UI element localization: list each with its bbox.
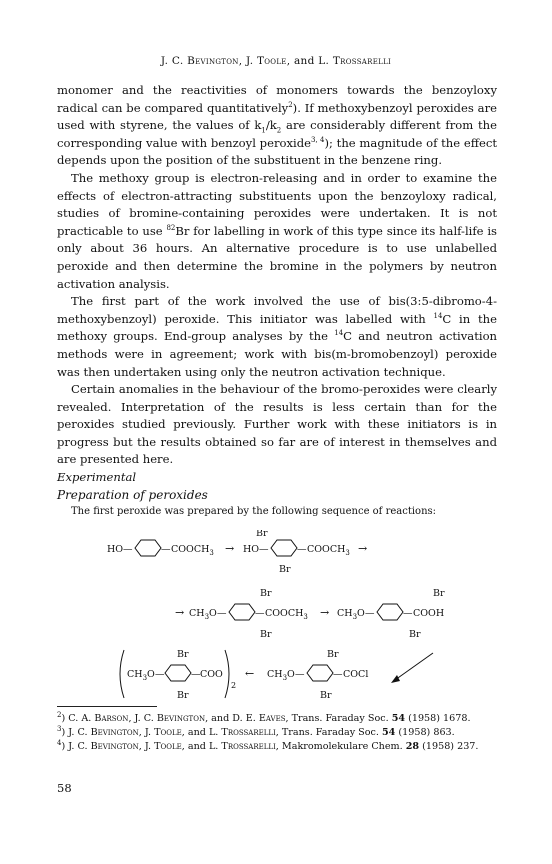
svg-text:HO: HO [107, 544, 124, 555]
svg-text:CH3O: $CH_3O$ [189, 608, 217, 621]
paragraph-4: Certain anomalies in the behaviour of the bromo-peroxides were clearly revealed. Interpretation of the results is less certain than for the peroxides studied previously. Further work with these initiators is in progress but the results obtained so far are of interest in themselves and are presented here. [57, 382, 497, 467]
svg-text:Br: Br [327, 649, 339, 660]
footnote-2: $^2$) C. A. Barson, J. C. Bevington, and D. E. Eaves, Trans. Faraday Soc. 54 (1958) 1678. [57, 710, 471, 724]
svg-text:—: — [155, 669, 165, 680]
svg-text:COCl: COCl [343, 669, 369, 680]
svg-text:Br: Br [260, 588, 272, 599]
svg-text:→: → [358, 542, 368, 555]
svg-text:COOCH3: $COOCH_3$ [265, 608, 308, 621]
svg-text:←: ← [245, 667, 255, 680]
paragraph-1: monomer and the reactivities of monomers towards the benzoyloxy radical can be compared quantitatively$^2$). If methoxybenzoyl peroxides are used with styrene, the values of $k_1/k_2$ are considerably different from the corresponding value with benzoyl peroxide$^{3, 4}$); the magnitude of the effect depends upon the position of the substituent in the benzene ring. [57, 83, 498, 168]
body-text [57, 82, 497, 520]
svg-text:—: — [297, 544, 307, 555]
footnote-3: $^3$) J. C. Bevington, J. Toole, and L. Trossarelli, Trans. Faraday Soc. 54 (1958) 863. [57, 724, 455, 738]
svg-text:Br: Br [256, 530, 268, 539]
svg-text:→: → [175, 606, 185, 619]
paragraph-2: The methoxy group is electron-releasing and in order to examine the effects of electron-attracting substituents upon the benzoyloxy radical, studies of bromine-containing peroxides were undertaken. It is not practicable to use $^{82}$Br for labelling in work of this type since its half-life is only about 36 hours. An alternative procedure is to use unlabelled peroxide and then determine the bromine in the polymers by neutron activation analysis. [57, 170, 497, 291]
svg-text:→: → [320, 606, 330, 619]
svg-text:CH3O: $CH_3O$ [127, 669, 155, 682]
svg-text:—: — [259, 544, 269, 555]
svg-text:Br: Br [177, 690, 189, 701]
svg-text:—: — [403, 608, 413, 619]
svg-text:—: — [295, 669, 305, 680]
page-number: 58 [57, 781, 72, 795]
svg-text:2: 2 [231, 681, 237, 690]
svg-text:→: → [225, 542, 235, 555]
svg-text:CH3O: $CH_3O$ [267, 669, 295, 682]
svg-text:COOCH3: $COOCH_3$ [307, 544, 350, 557]
svg-text:—: — [365, 608, 375, 619]
svg-text:—: — [255, 608, 265, 619]
footnote-rule [57, 706, 157, 707]
svg-text:—: — [123, 544, 133, 555]
svg-text:Br: Br [177, 649, 189, 660]
subsection-heading: Preparation of peroxides [57, 487, 208, 502]
svg-text:Br: Br [279, 564, 291, 575]
scheme-intro: The first peroxide was prepared by the following sequence of reactions: [71, 506, 437, 518]
reaction-scheme [57, 530, 497, 705]
section-heading: Experimental [57, 470, 137, 485]
svg-text:—: — [161, 544, 171, 555]
svg-text:COO: COO [200, 669, 223, 680]
running-head: J. C. Bevington, J. Toole, and L. Trossarelli [160, 55, 392, 67]
svg-text:Br: Br [320, 690, 332, 701]
footnotes [57, 712, 497, 754]
svg-text:Br: Br [260, 629, 272, 640]
svg-text:Br: Br [433, 588, 445, 599]
svg-text:—: — [191, 669, 201, 680]
footnote-4: $^4$) J. C. Bevington, J. Toole, and L. Trossarelli, Makromolekulare Chem. 28 (1958) 237. [57, 738, 479, 752]
svg-text:—: — [217, 608, 227, 619]
svg-text:COOH: COOH [413, 608, 445, 619]
svg-text:HO: HO [243, 544, 260, 555]
svg-text:—: — [333, 669, 343, 680]
svg-text:COOCH3: $COOCH_3$ [171, 544, 214, 557]
svg-text:CH3O: $CH_3O$ [337, 608, 365, 621]
paragraph-3: The first part of the work involved the use of bis(3:5-dibromo-4-methoxybenzoyl) peroxide. This initiator was labelled with $^{14}$C in the methoxy groups. End-group analyses by the $^{14}$C and neutron activation methods were in agreement; work with bis(m-bromobenzoyl) peroxide was then undertaken using only the neutron activation technique. [57, 294, 498, 379]
svg-text:Br: Br [409, 629, 421, 640]
